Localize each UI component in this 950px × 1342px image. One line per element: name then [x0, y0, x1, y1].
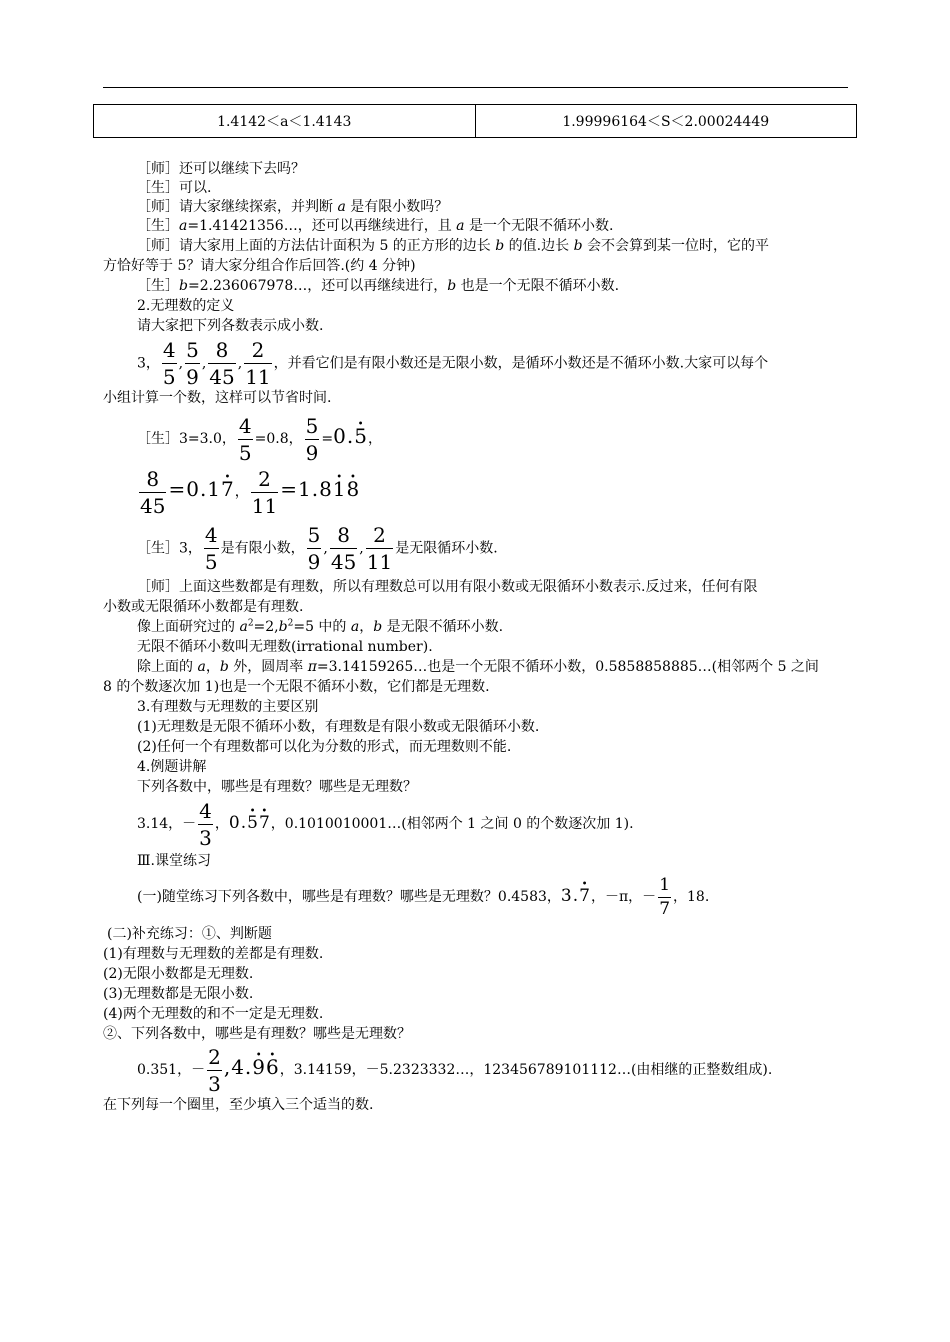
section-heading: (二)补充练习：①、判断题 [107, 926, 272, 942]
paragraph-line: ［师］上面这些数都是有理数，所以有理数总可以用有限小数或无限循环小数表示.反过来，任何有限 [137, 579, 758, 595]
list-item: (4)两个无理数的和不一定是无理数. [103, 1006, 324, 1022]
paragraph-line: (1)无理数是无限不循环小数，有理数是有限小数或无限循环小数. [137, 719, 540, 735]
paragraph-line: ［生］可以. [137, 180, 212, 196]
paragraph-line: 请大家把下列各数表示成小数. [137, 318, 324, 334]
table-cell-s: 1.99996164＜S＜2.00024449 [475, 105, 857, 138]
paragraph-line: ［师］请大家用上面的方法估计面积为 5 的正方形的边长 b 的值.边长 b 会不会算到某一位时，它的平 [137, 238, 770, 254]
paragraph-line: ［生］3， $\frac{4}{5}$ 是有限小数， $\frac{5}{9}$ , $\frac{8}{45}$ , $\frac{2}{11}$ 是无限循环小数. [137, 523, 498, 574]
list-item: (3)无理数都是无限小数. [103, 986, 254, 1002]
paragraph-line: 方恰好等于 5？请大家分组合作后回答.(约 4 分钟) [103, 258, 416, 274]
paragraph-line: 除上面的 a，b 外，圆周率 π=3.14159265…也是一个无限不循环小数，0.5858858885…(相邻两个 5 之间 [137, 659, 819, 675]
paragraph-line: 在下列每一个圈里，至少填入三个适当的数. [103, 1097, 374, 1113]
paragraph-line: 3， $\frac{4}{5}$ , $\frac{5}{9}$ , $\frac{8}{45}$ , $\frac{2}{11}$ ，并看它们是有限小数还是无限小数，是循环小数还是不循环小数.大家可以每个 [137, 338, 769, 389]
section-heading: 2.无理数的定义 [137, 298, 235, 314]
paragraph-line: ［生］b=2.236067978…，还可以再继续进行，b 也是一个无限不循环小数. [137, 278, 620, 294]
paragraph-line: $\frac{8}{45}$ =0.1• 7， $\frac{2}{11}$ =1.8• 1• 8 [137, 468, 360, 516]
paragraph-line: ［生］3=3.0， $\frac{4}{5}$ =0.8， $\frac{5}{9}$ =0.• 5， [137, 415, 382, 463]
header-rule [103, 87, 848, 88]
bounds-table [93, 104, 857, 138]
paragraph-line: 3.14，－ $\frac{4}{3}$ ，0.• 5• 7，0.1010010001…(相邻两个 1 之间 0 的个数逐次加 1). [137, 800, 634, 848]
list-item: (1)有理数与无理数的差都是有理数. [103, 946, 324, 962]
paragraph-line: 0.351，－ $\frac{2}{3}$ ,4.• 9• 6，3.14159，－5.2323332…，123456789101112…(由相继的正整数组成). [137, 1044, 772, 1094]
paragraph-line: 下列各数中，哪些是有理数？哪些是无理数？ [137, 779, 417, 795]
table-cell-a: 1.4142＜a＜1.4143 [94, 105, 476, 138]
paragraph-line: 小组计算一个数，这样可以节省时间. [103, 390, 332, 406]
paragraph-line: 像上面研究过的 $a^2=2,b^2=5$ 中的 a，b 是无限不循环小数. [137, 618, 504, 635]
paragraph-line: (2)任何一个有理数都可以化为分数的形式，而无理数则不能. [137, 739, 512, 755]
paragraph-line: 小数或无限循环小数都是有理数. [103, 599, 304, 615]
table-row [94, 105, 857, 138]
list-item: (2)无限小数都是无理数. [103, 966, 254, 982]
paragraph-line: 8 的个数逐次加 1)也是一个无限不循环小数，它们都是无理数. [103, 679, 490, 695]
paragraph-line: ②、下列各数中，哪些是有理数？哪些是无理数？ [103, 1026, 411, 1042]
section-heading: Ⅲ.课堂练习 [137, 853, 211, 869]
paragraph-line: ［师］请大家继续探索，并判断 a 是有限小数吗？ [137, 199, 449, 215]
section-heading: 4.例题讲解 [137, 759, 207, 775]
paragraph-line: 无限不循环小数叫无理数(irrational number). [137, 639, 433, 655]
section-heading: 3.有理数与无理数的主要区别 [137, 699, 319, 715]
paragraph-line: ［生］a=1.41421356…，还可以再继续进行，且 a 是一个无限不循环小数. [137, 218, 614, 234]
paragraph-line: ［师］还可以继续下去吗？ [137, 161, 305, 177]
paragraph-line: (一)随堂练习下列各数中，哪些是有理数？哪些是无理数？0.4583，3.• 7，－π，－ $\frac{1}{7}$ ，18. [137, 874, 709, 919]
